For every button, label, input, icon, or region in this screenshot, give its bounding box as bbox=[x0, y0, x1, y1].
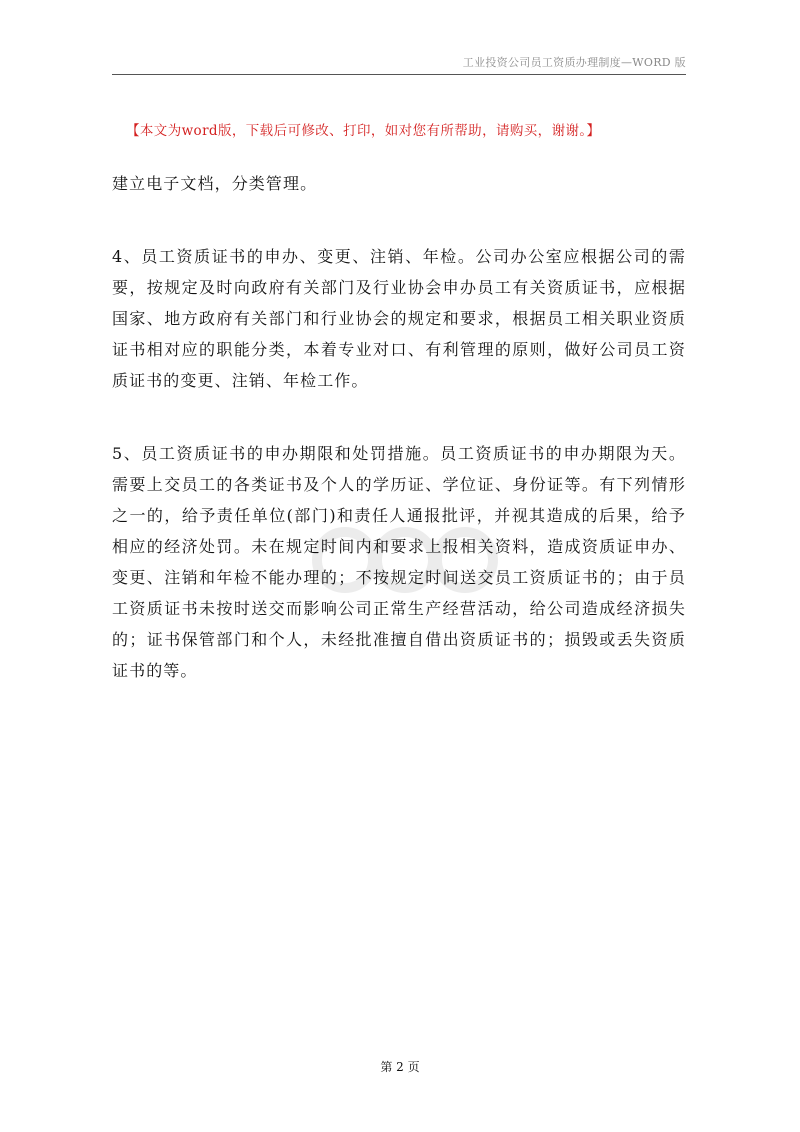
paragraph-section-5: 5、员工资质证书的申办期限和处罚措施。员工资质证书的申办期限为天。需要上交员工的各类证书及个人的学历证、学位证、身份证等。有下列情形之一的，给予责任单位(部门)和责任人通报批评，并视其造成的后果，给予相应的经济处罚。未在规定时间内和要求上报相关资料，造成资质证申办、变更、注销和年检不能办理的；不按规定时间送交员工资质证书的；由于员工资质证书未按时送交而影响公司正常生产经营活动，给公司造成经济损失的；证书保管部门和个人，未经批准擅自借出资质证书的；损毁或丢失资质证书的等。 bbox=[112, 444, 686, 680]
purchase-notice: 【本文为word版，下载后可修改、打印，如对您有所帮助，请购买，谢谢。】 bbox=[126, 123, 601, 139]
document-body bbox=[112, 168, 686, 686]
paragraph-section-4: 4、员工资质证书的申办、变更、注销、年检。公司办公室应根据公司的需要，按规定及时向政府有关部门及行业协会申办员工有关资质证书，应根据国家、地方政府有关部门和行业协会的规定和要求，根据员工相关职业资质证书相对应的职能分类，本着专业对口、有利管理的原则，做好公司员工资质证书的变更、注销、年检工作。 bbox=[112, 247, 686, 390]
page-number: 第 2 页 bbox=[380, 1060, 420, 1074]
header-divider bbox=[112, 74, 686, 75]
header-title: 工业投资公司员工资质办理制度—WORD 版 bbox=[462, 56, 686, 69]
paragraph-intro: 建立电子文档，分类管理。 bbox=[112, 174, 318, 193]
page-header bbox=[112, 54, 686, 76]
